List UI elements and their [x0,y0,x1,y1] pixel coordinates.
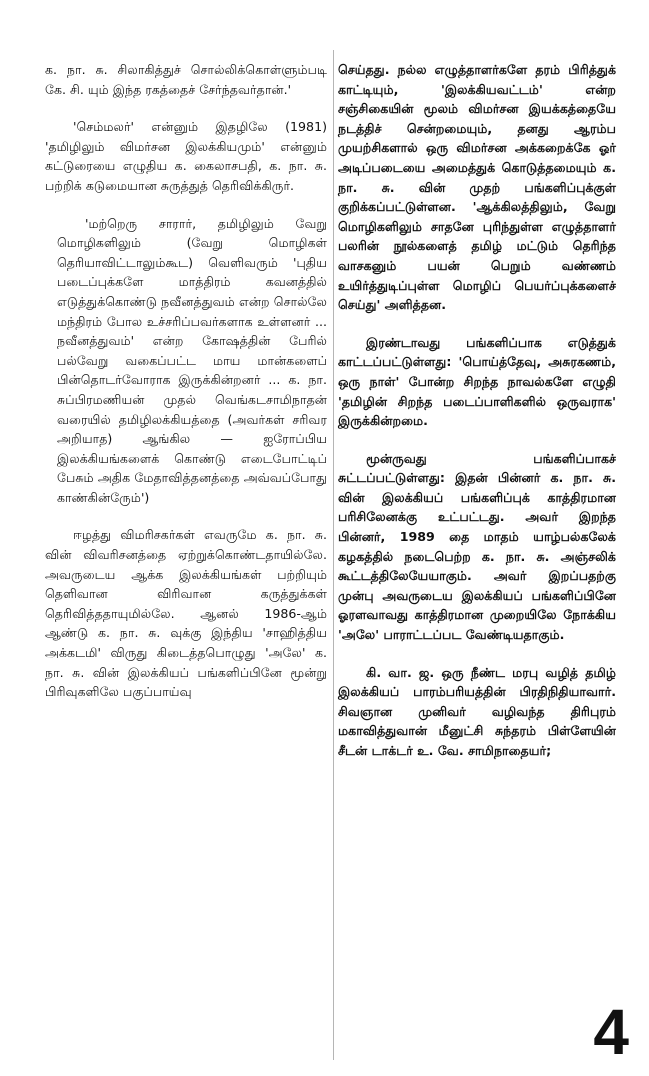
left-column [45,60,327,702]
paragraph-quotation: 'மற்றெரு சாரார், தமிழிலும் வேறு மொழிகளிலும் (வேறு மொழிகள் தெரியாவிட்டாலும்கூட) வெளிவரும் 'புதிய படைப்புக்களே மாத்திரம் கவனத்தில் எடுத்துக்கொண்டு நவீனத்துவம் என்ற சொல்லே மந்திரம் போல உச்சரிப்பவர்களாக உள்ளனர் ... நவீனத்துவம்' என்ற கோஷத்தின் பேரில் பல்வேறு வகைப்பட்ட மாய மான்களைப் பின்தொடர்வோராக இருக்கின்றனர் ... க. நா. சுப்பிரமணியன் முதல் வெங்கடசாமிநாதன் வரையில் தமிழிலக்கியத்தை (அவர்கள் சரிவர அறியாத) ஆங்கில — ஐரோப்பிய இலக்கியங்களைக் கொண்டு எடைபோட்டிப் பேசும் அதிக மேதாவித்தனத்தை அவ்வப்போது காண்கின்ருேம்') [57,215,327,505]
paragraph-kns-kc: க. நா. சு. சிலாகித்துச் சொல்லிக்கொள்ளும்படி கே. சி. யும் இந்த ரகத்தைச் சேர்ந்தவர்தான்.' [45,62,327,97]
page-number: 4 [593,996,629,1068]
column-divider [333,50,334,1060]
paragraph-ki-va-ja: கி. வா. ஜ. ஒரு நீண்ட மரபு வழித் தமிழ் இலக்கியப் பாரம்பரியத்தின் பிரதிநிதியாவார். சிவஞான முனிவர் வழிவந்த திரிபுரம் மகாவித்துவான் மீனுட்சி சுந்தரம் பிள்ளேயின் சீடன் டாக்டர் உ. வே. சாமிநாதையர்; [338,664,616,758]
paragraph-first-contribution: செய்தது. நல்ல எழுத்தாளர்களே தரம் பிரித்துக் காட்டியும், 'இலக்கியவட்டம்' என்ற சஞ்சிகையின் மூலம் விமர்சன இயக்கத்தையே நடத்திச் சென்றமையும், தனது ஆரம்ப முயற்சிகளால் ஒரு விமர்சன அக்கறைக்கே ஓர் அடிப்படையை அமைத்துக் கொடுத்தமையும் க. நா. சு. வின் முதற் பங்களிப்புக்குள் குறிக்கப்பட்டுள்ளன. 'ஆக்கிலத்திலும், வேறு மொழிகளிலும் சாதனே புரிந்துள்ள எழுத்தாளர் பலரின் நூல்களைத் தமிழ் மட்டும் தெரிந்த வாசகனும் பயன் பெறும் வண்ணம் உயிர்த்துடிப்புள்ள மொழிப் பெயர்ப்புக்களைச் செய்து' அளித்தன. [338,62,616,313]
paragraph-semmalar: 'செம்மலர்' என்னும் இதழிலே (1981) 'தமிழிலும் விமர்சன இலக்கியமும்' என்னும் கட்டுரையை எழுதிய க. கைலாசபதி, க. நா. சு. பற்றிக் கடுமையான சுருத்துத் தெரிவிக்கிருர். [45,119,327,193]
right-column [338,60,616,761]
paragraph-third-contribution: மூன்ருவது பங்களிப்பாகச் சுட்டப்பட்டுள்ளது: இதன் பின்னர் க. நா. சு. வின் இலக்கியப் பங்களிப்புக் காத்திரமான பரிசிலேனக்கு உட்பட்டது. அவர் இறந்த பின்னர், 1989 தை மாதம் யாழ்பல்கலேக் கழகத்தில் நடைபெற்ற க. நா. சு. அஞ்சலிக் கூட்டத்திலேயேயாகும். அவர் இறப்பதற்கு முன்பு அவருடைய இலக்கியப் பங்களிப்பினே ஓரளவாவது காத்திரமான முறையிலே நோக்கிய 'அலே' பாராட்டப்பட வேண்டியதாகும். [338,450,616,643]
paragraph-second-contribution: இரண்டாவது பங்களிப்பாக எடுத்துக் காட்டப்பட்டுள்ளது: 'பொய்த்தேவு, அசுரகணம், ஒரு நாள்' போன்ற சிறந்த நாவல்களே எழுதி 'தமிழின் சிறந்த படைப்பாளிகளில் ஒருவராக' இருக்கின்றமை. [338,334,616,429]
paragraph-eelam-critics: ஈழத்து விமரிசகர்கள் எவருமே க. நா. சு. வின் விவரிசனத்தை ஏற்றுக்கொண்டதாயில்லே. அவருடைய ஆக்க இலக்கியங்கள் பற்றியும் தெளிவான விரிவான கருத்துக்கள் தெரிவித்ததாயுமில்லே. ஆனல் 1986-ஆம் ஆண்டு க. நா. சு. வுக்கு இந்திய 'சாஹித்திய அக்கடமி' விருது கிடைத்தபொழுது 'அலே' க. நா. சு. வின் இலக்கியப் பங்களிப்பினே மூன்று பிரிவுகளிலே பகுப்பாய்வு [45,527,327,700]
